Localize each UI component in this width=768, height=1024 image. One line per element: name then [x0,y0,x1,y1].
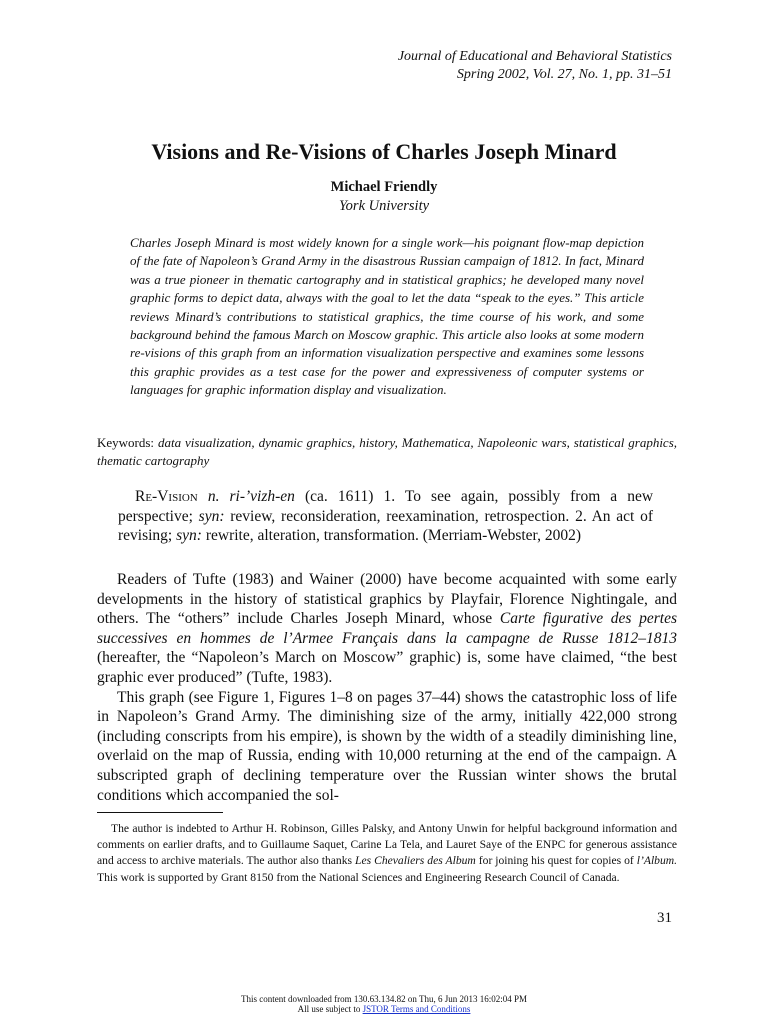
footnote-part-1: The author is indebted to Arthur H. Robinson, Gilles Palsky, and Antony Unwin for helpful background information and comments on earlier drafts, and to Guillaume Saquet, Carine La Tela, and Lauret Saye of the ENPC for generous assistance and access to archive materials. The author also thanks [97,822,677,868]
definition-synonyms-2: rewrite, alteration, transformation. [205,527,419,545]
journal-header [398,48,672,84]
definition-syn-label-2: syn: [176,527,202,545]
page-number: 31 [657,910,672,926]
download-notice [0,994,768,1014]
definition-epigraph [118,487,653,546]
author-affiliation: York University [338,198,430,214]
journal-issue: Spring 2002, Vol. 27, No. 1, pp. 31–51 [456,67,672,82]
article-title: Visions and Re-Visions of Charles Joseph Minard [151,139,617,164]
footnote-work-2: l’Album. [636,854,678,868]
footnote-part-3: This work is supported by Grant 8150 from the National Sciences and Engineering Research Council of Canada. [97,870,620,884]
author-footnote [97,821,677,886]
terms-prefix: All use subject to [297,1004,361,1014]
footnote-part-2: for joining his quest for copies of [478,854,634,868]
keywords [97,434,677,470]
footnote-divider [97,812,223,813]
definition-date: (ca. 1611) [304,488,374,505]
definition-sense-1: 1. To see again, possibly from a new perspective; [118,488,654,525]
body-paragraph-1 [97,570,677,688]
definition-sense-2: 2. An act of revising; [118,507,654,545]
body-paragraph-2: This graph (see Figure 1, Figures 1–8 on pages 37–44) shows the catastrophic loss of life in Napoleon’s Grand Army. The diminishing size of the army, initially 422,000 strong (including conscripts from his empire), is shown by the width of a steadily diminishing line, overlaid on the map of Russia, ending with 10,000 returning at the end of the campaign. A subscripted graph of declining temperature over the Russian winter shows the brutal conditions which accompanied the sol- [97,688,677,804]
definition-term: Re-Vision [135,488,198,505]
keywords-label: Keywords: [97,435,155,450]
terms-line [0,1004,768,1014]
download-info: This content downloaded from 130.63.134.82 on Thu, 6 Jun 2013 16:02:04 PM [240,994,528,1004]
definition-syn-label-1: syn: [198,507,225,525]
body-text [97,570,677,805]
journal-name: Journal of Educational and Behavioral Statistics [397,49,672,64]
body-p1-start: Readers of Tufte (1983) and Wainer (2000) have become acquainted with some early developments in the history of statistical graphics by Playfair, Florence Nightingale, and others. The “others” include Charles Joseph Minard, whose [97,571,677,628]
definition-source: (Merriam-Webster, 2002) [422,527,581,545]
keywords-list: data visualization, dynamic graphics, history, Mathematica, Napoleonic wars, statistical graphics, thematic cartography [97,435,678,468]
body-p1-end: (hereafter, the “Napoleon’s March on Moscow” graphic) is, some have claimed, “the best graphic ever produced” (Tufte, 1983). [97,649,677,686]
definition-pos: n. [207,488,220,505]
minard-carte-title: Carte figurative des pertes successives en hommes de l’Armee Français dans la campagne de Russe 1812–1813 [97,610,677,647]
jstor-terms-link[interactable]: JSTOR Terms and Conditions [362,1004,471,1014]
definition-synonyms-1: review, reconsideration, reexamination, retrospection. [230,507,570,525]
abstract: Charles Joseph Minard is most widely known for a single work—his poignant flow-map depiction of the fate of Napoleon’s Grand Army in the disastrous Russian campaign of 1812. In fact, Minard was a true pioneer in thematic cartography and in statistical graphics; he developed many novel graphic forms to depict data, always with the goal to let the data “speak to the eyes.” This article reviews Minard’s contributions to statistical graphics, the time course of his work, and some background behind the famous March on Moscow graphic. This article also looks at some modern re-visions of this graph from an information visualization perspective and examines some lessons this graphic provides as a test case for the power and expressiveness of computer systems or languages for graphic information display and visualization. [130,235,644,398]
author-block [0,178,768,216]
author-name: Michael Friendly [330,179,438,195]
definition-pronunciation: ri-’vizh-en [229,488,295,505]
footnote-work-1: Les Chevaliers des Album [355,854,476,868]
